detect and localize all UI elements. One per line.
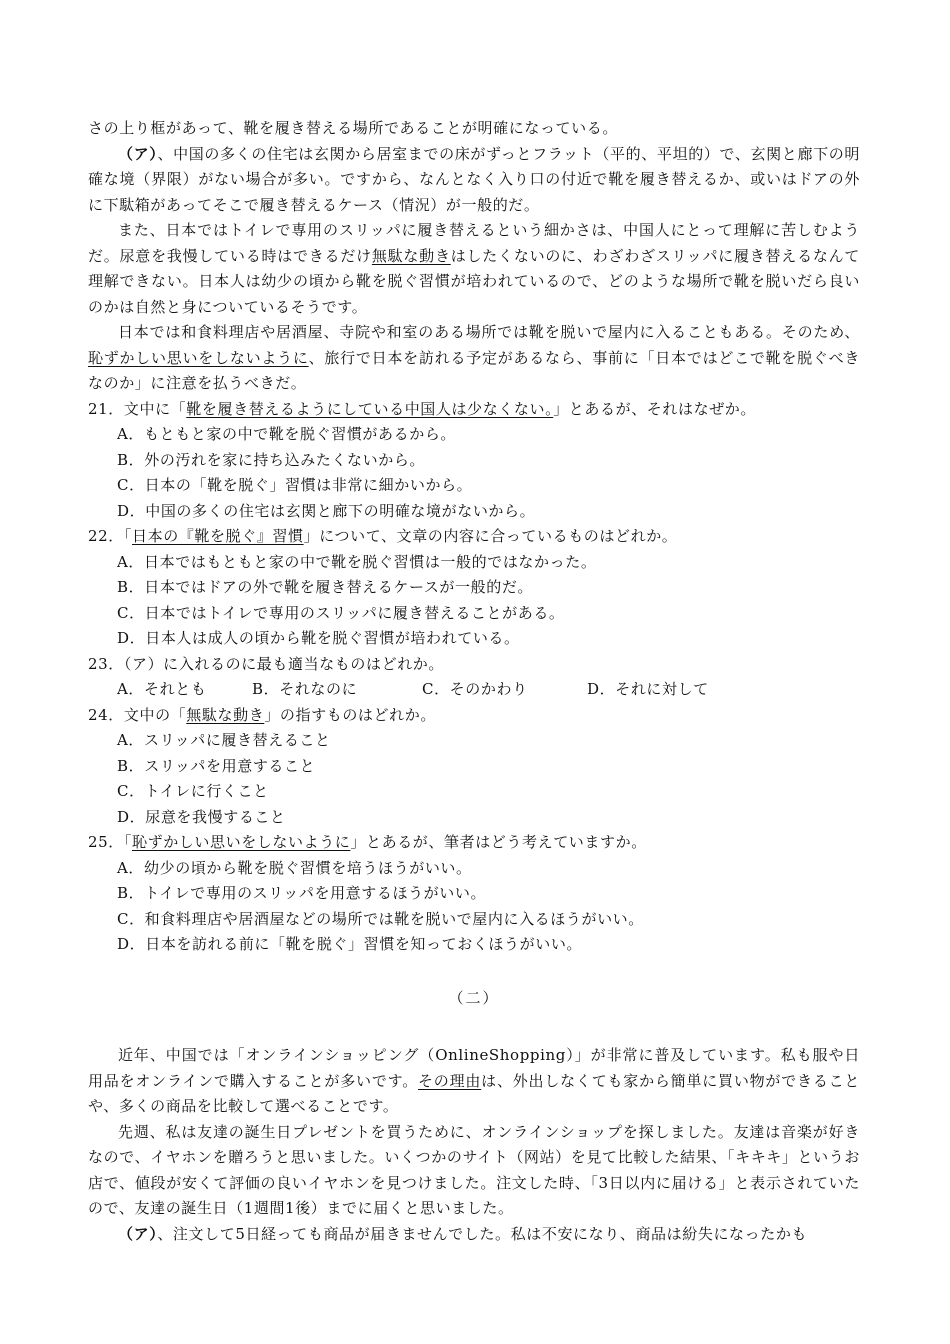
passage-paragraph xyxy=(88,320,860,397)
option-c[interactable]: C．和食料理店や居酒屋などの場所では靴を脱いで屋内に入るほうがいい。 xyxy=(117,909,644,928)
option-b[interactable]: B．それなのに xyxy=(252,680,358,698)
passage-paragraph xyxy=(88,142,860,219)
option-b[interactable]: B．日本ではドアの外で靴を履き替えるケースが一般的だ。 xyxy=(117,578,534,596)
underlined-phrase: 恥ずかしい思いをしないように xyxy=(132,833,351,851)
option-c[interactable]: C．そのかわり xyxy=(422,680,528,698)
passage-paragraph xyxy=(88,218,860,320)
option-c[interactable]: C．トイレに行くこと xyxy=(117,782,269,800)
option-d[interactable]: D．日本人は成人の頃から靴を脱ぐ習慣が培われている。 xyxy=(117,629,520,647)
question-text: 21．文中に「 xyxy=(88,399,187,418)
question-text: 」の指すものはどれか。 xyxy=(264,705,436,724)
option-a[interactable]: A．それとも xyxy=(117,680,207,698)
option-d[interactable]: D．日本を訪れる前に「靴を脱ぐ」習慣を知っておくほうがいい。 xyxy=(117,935,583,953)
passage-line: さの上り框があって、靴を履き替える場所であることが明確になっている。 xyxy=(88,119,618,137)
option-a[interactable]: A．スリッパに履き替えること xyxy=(117,731,331,749)
passage-paragraph xyxy=(88,1222,860,1248)
option-a[interactable]: A．日本ではもともと家の中で靴を脱ぐ習慣は一般的ではなかった。 xyxy=(117,552,597,571)
question-text: 」とあるが、それはなぜか。 xyxy=(553,399,757,418)
question-21 xyxy=(88,397,860,423)
question-text: 」について、文章の内容に合っているものはどれか。 xyxy=(303,527,678,545)
underlined-phrase: 靴を履き替えるようにしている中国人は少なくない。 xyxy=(186,399,554,418)
option-c[interactable]: C．日本ではトイレで専用のスリッパに履き替えることがある。 xyxy=(117,603,565,622)
blank-marker: （ア） xyxy=(118,144,158,163)
paragraph-text: 、中国の多くの住宅は玄関から居室までの床がずっとフラット（平的、平坦的）で、玄関と廊下の明確な境（界限）がない場合が多い。ですから、なんとなく入り口の付近で靴を履き替えるか、或いはドアの外に下駄箱があってそこで履き替えるケース（情況）が一般的だ。 xyxy=(88,144,860,214)
underlined-phrase: 恥ずかしい思いをしないように xyxy=(88,348,309,367)
option-b[interactable]: B．スリッパを用意すること xyxy=(117,756,316,775)
blank-marker: （ア） xyxy=(118,1224,158,1243)
question-text: 」とあるが、筆者はどう考えていますか。 xyxy=(350,833,647,851)
passage-paragraph xyxy=(88,1043,860,1120)
underlined-phrase: 日本の『靴を脱ぐ』習慣 xyxy=(132,527,304,545)
paragraph-text: は、外出しなくても家から簡単に買い物ができることや、多くの商品を比較して選べることです。 xyxy=(88,1071,860,1115)
underlined-phrase: 無駄な動き xyxy=(186,705,265,724)
question-24 xyxy=(88,703,860,729)
paragraph-text: 、注文して5日経っても商品が届きませんでした。私は不安になり、商品は紛失になったかも xyxy=(157,1224,808,1243)
option-row xyxy=(88,677,860,703)
option-b[interactable]: B．外の汚れを家に持ち込みたくないから。 xyxy=(117,450,426,469)
underlined-phrase: 無駄な動き xyxy=(371,246,451,265)
option-d[interactable]: D．尿意を我慢すること xyxy=(117,807,286,826)
page-content xyxy=(88,116,860,1247)
paragraph-text: また、日本ではトイレで専用のスリッパに履き替えるという細かさは、中国人にとって理解に苦しむようだ。尿意を我慢している時はできるだけ xyxy=(88,221,860,265)
option-b[interactable]: B．トイレで専用のスリッパを用意するほうがいい。 xyxy=(117,884,487,902)
option-a[interactable]: A．もともと家の中で靴を脱ぐ習慣があるから。 xyxy=(117,425,457,443)
question-23: 23．（ア）に入れるのに最も適当なものはどれか。 xyxy=(88,654,444,673)
underlined-phrase: その理由 xyxy=(418,1071,482,1090)
option-d[interactable]: D．それに対して xyxy=(587,680,709,698)
paragraph-text: 近年、中国では「オンラインショッピング（OnlineShopping）」が非常に普及しています。私も服や日用品をオンラインで購入することが多いです。 xyxy=(88,1046,860,1090)
question-text: 24．文中の「 xyxy=(88,705,187,724)
passage-paragraph: 先週、私は友達の誕生日プレゼントを買うために、オンラインショップを探しました。友達は音楽が好きなので、イヤホンを贈ろうと思いました。いくつかのサイト（网站）を見て比較した結果、「キキキ」というお店で、値段が安くて評価の良いイヤホンを見つけました。注文した時、「3日以内に届ける」と表示されていたので、友達の誕生日（1週間1後）までに届くと思いました。 xyxy=(88,1122,860,1217)
question-25 xyxy=(88,830,860,856)
question-text: 22．「 xyxy=(88,527,132,545)
paragraph-text: 、旅行で日本を訪れる予定があるなら、事前に「日本ではどこで靴を脱ぐべきなのか」に注意を払うべきだ。 xyxy=(88,348,860,392)
option-d[interactable]: D．中国の多くの住宅は玄関と廊下の明確な境がないから。 xyxy=(117,501,536,520)
paragraph-text: 日本では和食料理店や居酒屋、寺院や和室のある場所では靴を脱いで屋内に入ることもある。そのため、 xyxy=(118,323,860,341)
question-text: 25．「 xyxy=(88,833,132,851)
option-a[interactable]: A．幼少の頃から靴を脱ぐ習慣を培うほうがいい。 xyxy=(117,858,472,877)
section-title: （二） xyxy=(448,988,500,1007)
paragraph-text: はしたくないのに、わざわざスリッパに履き替えるなんて理解できない。日本人は幼少の頃から靴を脱ぐ習慣が培われているので、どのような場所で靴を脱いだら良いのかは自然と身についているそうです。 xyxy=(88,246,860,316)
question-22 xyxy=(88,524,860,550)
option-c[interactable]: C．日本の「靴を脱ぐ」習慣は非常に細かいから。 xyxy=(117,476,473,494)
